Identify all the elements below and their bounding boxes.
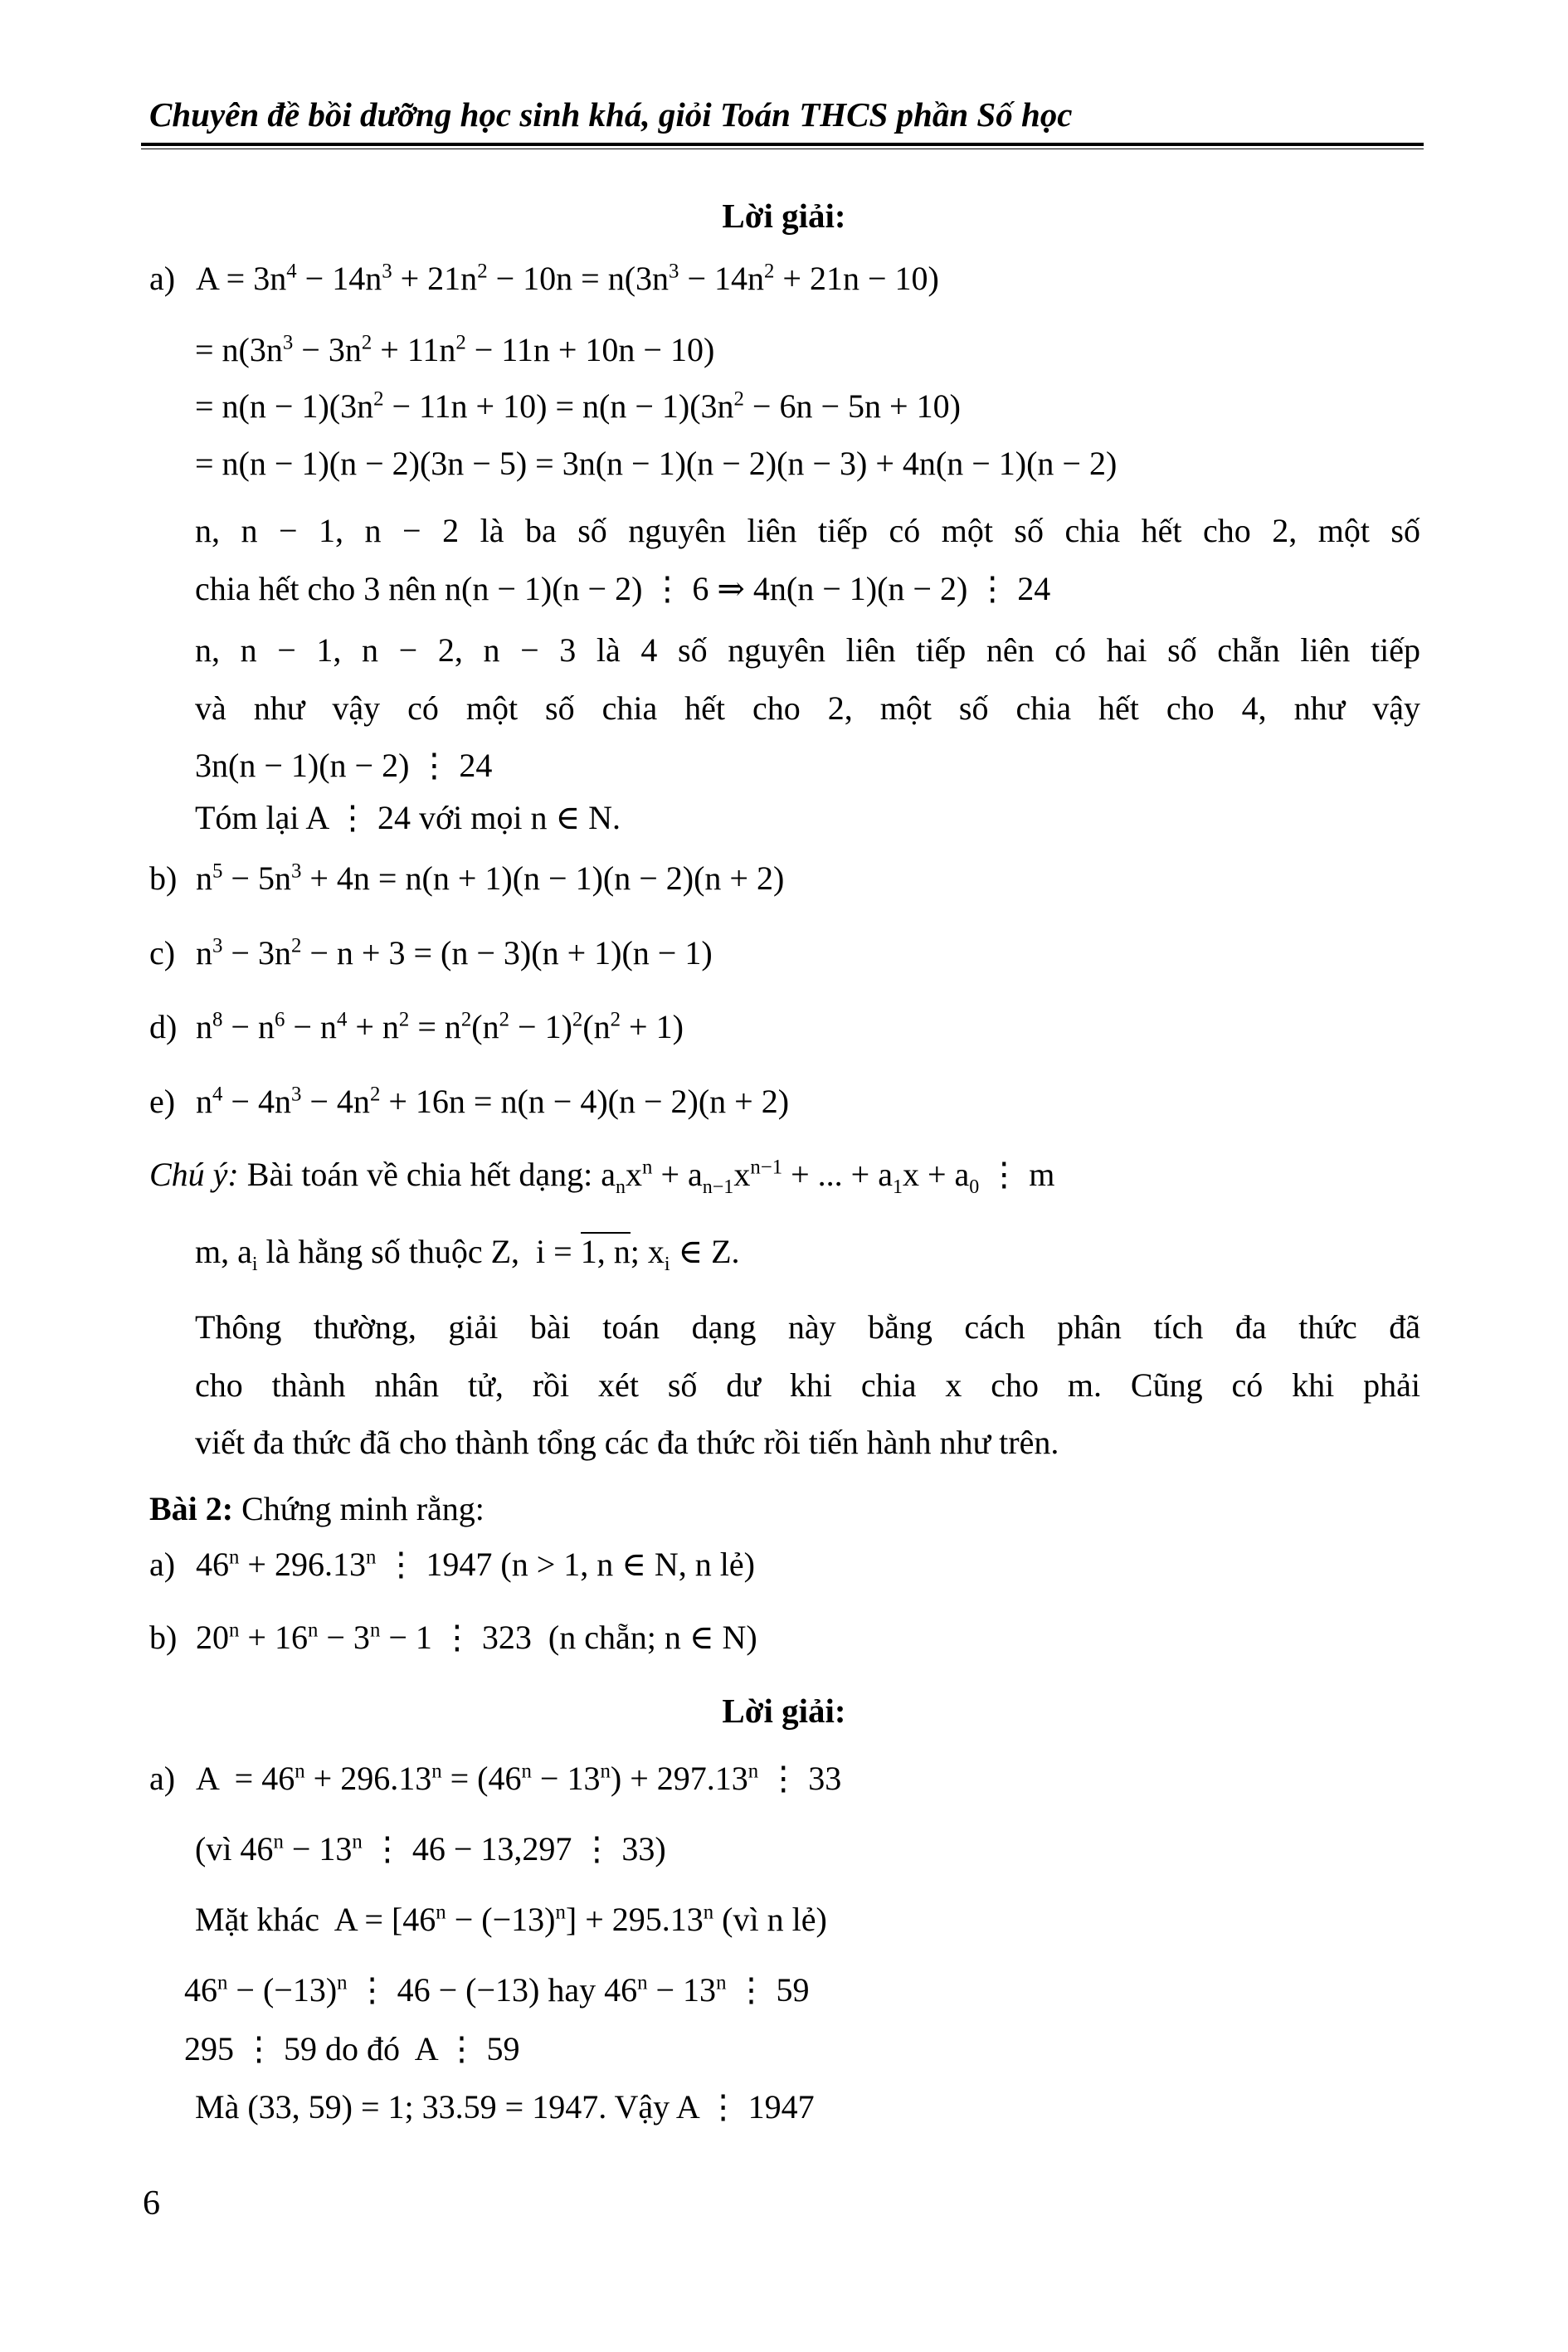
text-line: = $n(n - 1)(3n^2 - 11n + 10) = n(n - 1)(3n^2 - 6n - 5n + 10)$ [195,387,961,425]
list-marker: a) [149,260,176,297]
text-line: n, n − 1, n − 2 là ba số nguyên liên tiếp có một số chia hết cho 2, một số [195,512,1420,549]
running-header: Chuyên đề bồi dưỡng học sinh khá, giỏi Toán THCS phần Số học [149,95,1073,134]
list-marker: a) [149,1760,176,1797]
text-line: a) $A = 46^n + 296.13^n = (46^n - 13^n) + 297.13^n$ ⋮ 33 [149,1760,842,1797]
text-line: Mặt khác $A = [46^n - (-13)^n] + 295.13^n$ (vì n lẻ) [195,1901,827,1938]
text-line: m, $a_i$ là hằng số thuộc Z, i = 1, n; $x_i$ ∈ Z. [195,1233,740,1275]
text-line: e) $n^4 - 4n^3 - 4n^2 + 16n = n(n - 4)(n - 2)(n + 2)$ [149,1083,790,1120]
text-line: n, n − 1, n − 2, n − 3 là 4 số nguyên liên tiếp nên có hai số chẵn liên tiếp [195,631,1420,669]
list-marker: d) [149,1008,178,1045]
text-line: cho thành nhân tử, rồi xét số dư khi chia x cho m. Cũng có khi phải [195,1366,1420,1404]
text-line: 3n(n − 1)(n − 2) ⋮ 24 [195,747,493,784]
text-line: = $n(3n^3 - 3n^2 + 11n^2 - 11n + 10n - 10)$ [195,331,715,368]
text-line: a) $A = 3n^4 - 14n^3 + 21n^2 - 10n = n(3n^3 - 14n^2 + 21n - 10)$ [149,260,939,297]
text-line: b) $n^5 - 5n^3 + 4n = n(n + 1)(n - 1)(n - 2)(n + 2)$ [149,859,785,897]
list-marker: b) [149,859,178,897]
text-line: = n(n − 1)(n − 2)(3n − 5) = 3n(n − 1)(n − 2)(n − 3) + 4n(n − 1)(n − 2) [195,445,1118,482]
text-line: a) $46^n + 296.13^n$ ⋮ 1947 (n > 1, n ∈ N, n lẻ) [149,1546,755,1583]
list-marker: a) [149,1546,176,1583]
text-line: Lời giải: [722,197,846,235]
text-line: $46^n - (-13)^n$ ⋮ 46 − (−13) hay $46^n - 13^n$ ⋮ 59 [184,1971,810,2009]
text-line: (vì $46^n - 13^n$ ⋮ 46 − 13,297 ⋮ 33) [195,1830,666,1867]
text-line: Lời giải: [722,1692,846,1730]
page-number: 6 [143,2184,160,2223]
text-line: Mà (33, 59) = 1; 33.59 = 1947. Vậy A ⋮ 1947 [195,2088,815,2126]
text-line: và như vậy có một số chia hết cho 2, một số chia hết cho 4, như vậy [195,689,1420,727]
text-line: Tóm lại A ⋮ 24 với mọi n ∈ N. [195,799,621,836]
text-line: Thông thường, giải bài toán dạng này bằng cách phân tích đa thức đã [195,1308,1420,1346]
text-line: viết đa thức đã cho thành tổng các đa thức rồi tiến hành như trên. [195,1424,1059,1461]
list-marker: b) [149,1619,178,1656]
text-line: Bài 2: Chứng minh rằng: [149,1490,485,1527]
header-rule [141,143,1424,149]
text-line: d) $n^8 - n^6 - n^4 + n^2 = n^2(n^2 - 1)^2(n^2 + 1)$ [149,1008,684,1045]
text-line: c) $n^3 - 3n^2 - n + 3 = (n - 3)(n + 1)(n - 1)$ [149,934,713,971]
text-line: b) $20^n + 16^n - 3^n - 1$ ⋮ 323 (n chẵn; n ∈ N) [149,1619,757,1656]
list-marker: e) [149,1083,176,1120]
text-line: Chú ý: Bài toán về chia hết dạng: $a_nx^n + a_{n-1}x^{n-1}$ + ... + $a_1x + a_0$ ⋮ m [149,1156,1055,1198]
text-line: chia hết cho 3 nên n(n − 1)(n − 2) ⋮ 6 ⇒ 4n(n − 1)(n − 2) ⋮ 24 [195,570,1051,607]
text-line: 295 ⋮ 59 do đó A ⋮ 59 [184,2030,520,2067]
list-marker: c) [149,934,176,971]
